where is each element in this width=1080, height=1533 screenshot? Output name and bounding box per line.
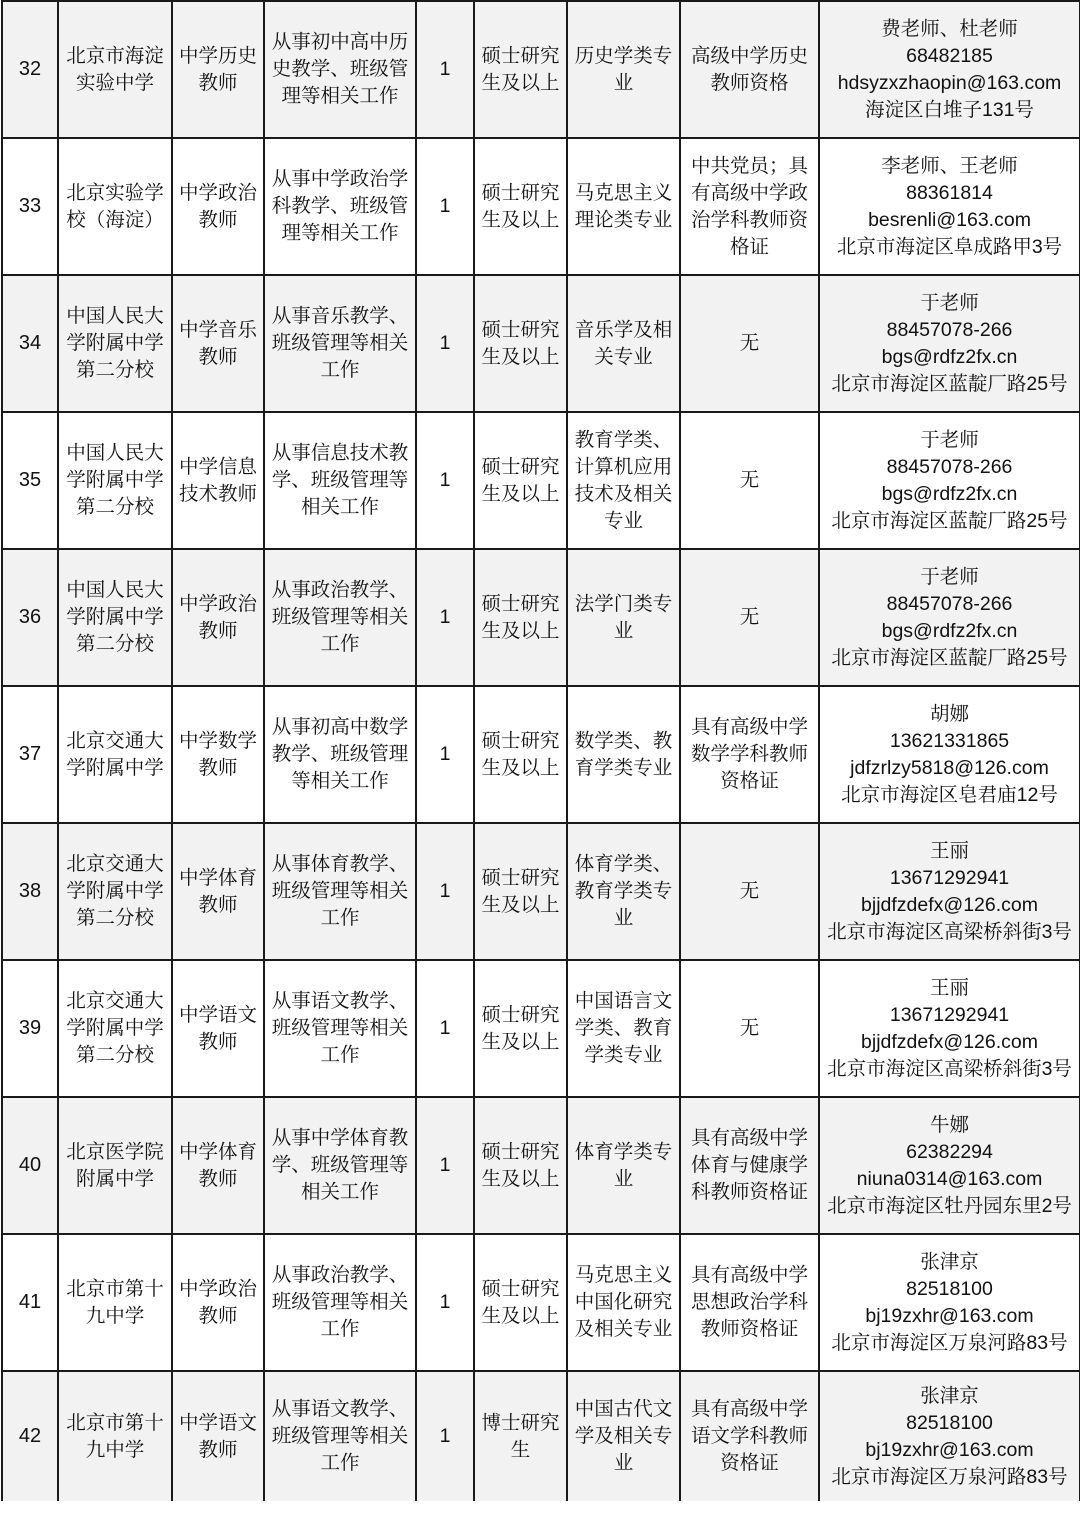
school-name: 中国人民大 学附属中学 第二分校 bbox=[58, 275, 172, 412]
table-row bbox=[2, 138, 1080, 275]
position-name: 中学政治 教师 bbox=[172, 549, 264, 686]
major-requirement: 教育学类、 计算机应用 技术及相关 专业 bbox=[567, 412, 680, 549]
job-duties: 从事政治教学、 班级管理等相关 工作 bbox=[264, 1234, 416, 1371]
other-requirements: 无 bbox=[680, 275, 819, 412]
position-name: 中学体育 教师 bbox=[172, 823, 264, 960]
school-name: 北京市第十 九中学 bbox=[58, 1371, 172, 1501]
table-row bbox=[2, 549, 1080, 686]
row-number: 33 bbox=[2, 138, 58, 275]
job-duties: 从事音乐教学、 班级管理等相关 工作 bbox=[264, 275, 416, 412]
hiring-count: 1 bbox=[416, 138, 474, 275]
major-requirement: 中国语言文 学类、教育 学类专业 bbox=[567, 960, 680, 1097]
hiring-count: 1 bbox=[416, 1234, 474, 1371]
education-requirement: 硕士研究 生及以上 bbox=[474, 1, 567, 138]
other-requirements: 无 bbox=[680, 549, 819, 686]
hiring-count: 1 bbox=[416, 1097, 474, 1234]
hiring-count: 1 bbox=[416, 275, 474, 412]
school-name: 北京交通大 学附属中学 bbox=[58, 686, 172, 823]
contact-info: 张津京 82518100 bj19zxhr@163.com 北京市海淀区万泉河路83号 bbox=[819, 1234, 1080, 1371]
job-duties: 从事初中高中历 史教学、班级管 理等相关工作 bbox=[264, 1, 416, 138]
job-duties: 从事体育教学、 班级管理等相关 工作 bbox=[264, 823, 416, 960]
other-requirements: 无 bbox=[680, 823, 819, 960]
hiring-count: 1 bbox=[416, 686, 474, 823]
education-requirement: 硕士研究 生及以上 bbox=[474, 549, 567, 686]
position-name: 中学政治 教师 bbox=[172, 138, 264, 275]
job-duties: 从事政治教学、 班级管理等相关 工作 bbox=[264, 549, 416, 686]
education-requirement: 博士研究 生 bbox=[474, 1371, 567, 1501]
major-requirement: 体育学类专 业 bbox=[567, 1097, 680, 1234]
other-requirements: 高级中学历史 教师资格 bbox=[680, 1, 819, 138]
major-requirement: 法学门类专 业 bbox=[567, 549, 680, 686]
other-requirements: 具有高级中学 思想政治学科 教师资格证 bbox=[680, 1234, 819, 1371]
hiring-count: 1 bbox=[416, 1, 474, 138]
education-requirement: 硕士研究 生及以上 bbox=[474, 1097, 567, 1234]
education-requirement: 硕士研究 生及以上 bbox=[474, 412, 567, 549]
school-name: 北京医学院 附属中学 bbox=[58, 1097, 172, 1234]
contact-info: 于老师 88457078-266 bgs@rdfz2fx.cn 北京市海淀区蓝靛厂路25号 bbox=[819, 275, 1080, 412]
education-requirement: 硕士研究 生及以上 bbox=[474, 823, 567, 960]
contact-info: 王丽 13671292941 bjjdfzdefx@126.com 北京市海淀区高梁桥斜街3号 bbox=[819, 960, 1080, 1097]
row-number: 34 bbox=[2, 275, 58, 412]
job-duties: 从事语文教学、 班级管理等相关 工作 bbox=[264, 960, 416, 1097]
contact-info: 胡娜 13621331865 jdfzrlzy5818@126.com 北京市海淀区皂君庙12号 bbox=[819, 686, 1080, 823]
school-name: 中国人民大 学附属中学 第二分校 bbox=[58, 412, 172, 549]
other-requirements: 无 bbox=[680, 412, 819, 549]
job-duties: 从事信息技术教 学、班级管理等 相关工作 bbox=[264, 412, 416, 549]
job-duties: 从事中学体育教 学、班级管理等 相关工作 bbox=[264, 1097, 416, 1234]
contact-info: 张津京 82518100 bj19zxhr@163.com 北京市海淀区万泉河路83号 bbox=[819, 1371, 1080, 1501]
major-requirement: 马克思主义 中国化研究 及相关专业 bbox=[567, 1234, 680, 1371]
contact-info: 王丽 13671292941 bjjdfzdefx@126.com 北京市海淀区高梁桥斜街3号 bbox=[819, 823, 1080, 960]
table-row bbox=[2, 275, 1080, 412]
position-name: 中学语文 教师 bbox=[172, 1371, 264, 1501]
table-row bbox=[2, 823, 1080, 960]
hiring-count: 1 bbox=[416, 549, 474, 686]
job-duties: 从事语文教学、 班级管理等相关 工作 bbox=[264, 1371, 416, 1501]
education-requirement: 硕士研究 生及以上 bbox=[474, 686, 567, 823]
table-body bbox=[2, 1, 1080, 1501]
hiring-count: 1 bbox=[416, 1371, 474, 1501]
hiring-count: 1 bbox=[416, 960, 474, 1097]
row-number: 39 bbox=[2, 960, 58, 1097]
contact-info: 于老师 88457078-266 bgs@rdfz2fx.cn 北京市海淀区蓝靛厂路25号 bbox=[819, 412, 1080, 549]
row-number: 41 bbox=[2, 1234, 58, 1371]
other-requirements: 具有高级中学 体育与健康学 科教师资格证 bbox=[680, 1097, 819, 1234]
other-requirements: 具有高级中学 语文学科教师 资格证 bbox=[680, 1371, 819, 1501]
position-name: 中学数学 教师 bbox=[172, 686, 264, 823]
position-name: 中学政治 教师 bbox=[172, 1234, 264, 1371]
contact-info: 费老师、杜老师 68482185 hdsyzxzhaopin@163.com 海淀区白堆子131号 bbox=[819, 1, 1080, 138]
other-requirements: 具有高级中学 数学学科教师 资格证 bbox=[680, 686, 819, 823]
table-row bbox=[2, 1234, 1080, 1371]
position-name: 中学音乐 教师 bbox=[172, 275, 264, 412]
row-number: 40 bbox=[2, 1097, 58, 1234]
other-requirements: 无 bbox=[680, 960, 819, 1097]
education-requirement: 硕士研究 生及以上 bbox=[474, 1234, 567, 1371]
education-requirement: 硕士研究 生及以上 bbox=[474, 138, 567, 275]
contact-info: 牛娜 62382294 niuna0314@163.com 北京市海淀区牡丹园东里2号 bbox=[819, 1097, 1080, 1234]
contact-info: 于老师 88457078-266 bgs@rdfz2fx.cn 北京市海淀区蓝靛厂路25号 bbox=[819, 549, 1080, 686]
major-requirement: 体育学类、 教育学类专 业 bbox=[567, 823, 680, 960]
position-name: 中学历史 教师 bbox=[172, 1, 264, 138]
table-row bbox=[2, 686, 1080, 823]
school-name: 北京交通大 学附属中学 第二分校 bbox=[58, 823, 172, 960]
school-name: 北京市海淀 实验中学 bbox=[58, 1, 172, 138]
row-number: 37 bbox=[2, 686, 58, 823]
row-number: 32 bbox=[2, 1, 58, 138]
row-number: 36 bbox=[2, 549, 58, 686]
row-number: 35 bbox=[2, 412, 58, 549]
row-number: 42 bbox=[2, 1371, 58, 1501]
position-name: 中学信息 技术教师 bbox=[172, 412, 264, 549]
position-name: 中学语文 教师 bbox=[172, 960, 264, 1097]
major-requirement: 音乐学及相 关专业 bbox=[567, 275, 680, 412]
table-row bbox=[2, 1097, 1080, 1234]
school-name: 北京市第十 九中学 bbox=[58, 1234, 172, 1371]
table-row bbox=[2, 960, 1080, 1097]
school-name: 中国人民大 学附属中学 第二分校 bbox=[58, 549, 172, 686]
table-row bbox=[2, 1, 1080, 138]
major-requirement: 数学类、教 育学类专业 bbox=[567, 686, 680, 823]
table-row bbox=[2, 412, 1080, 549]
position-name: 中学体育 教师 bbox=[172, 1097, 264, 1234]
job-duties: 从事中学政治学 科教学、班级管 理等相关工作 bbox=[264, 138, 416, 275]
major-requirement: 马克思主义 理论类专业 bbox=[567, 138, 680, 275]
hiring-count: 1 bbox=[416, 412, 474, 549]
job-duties: 从事初高中数学 教学、班级管理 等相关工作 bbox=[264, 686, 416, 823]
school-name: 北京交通大 学附属中学 第二分校 bbox=[58, 960, 172, 1097]
school-name: 北京实验学 校（海淀） bbox=[58, 138, 172, 275]
hiring-count: 1 bbox=[416, 823, 474, 960]
education-requirement: 硕士研究 生及以上 bbox=[474, 275, 567, 412]
contact-info: 李老师、王老师 88361814 besrenli@163.com 北京市海淀区阜成路甲3号 bbox=[819, 138, 1080, 275]
row-number: 38 bbox=[2, 823, 58, 960]
recruitment-table bbox=[1, 0, 1080, 1501]
major-requirement: 中国古代文 学及相关专 业 bbox=[567, 1371, 680, 1501]
major-requirement: 历史学类专 业 bbox=[567, 1, 680, 138]
other-requirements: 中共党员；具 有高级中学政 治学科教师资 格证 bbox=[680, 138, 819, 275]
education-requirement: 硕士研究 生及以上 bbox=[474, 960, 567, 1097]
table-row bbox=[2, 1371, 1080, 1501]
